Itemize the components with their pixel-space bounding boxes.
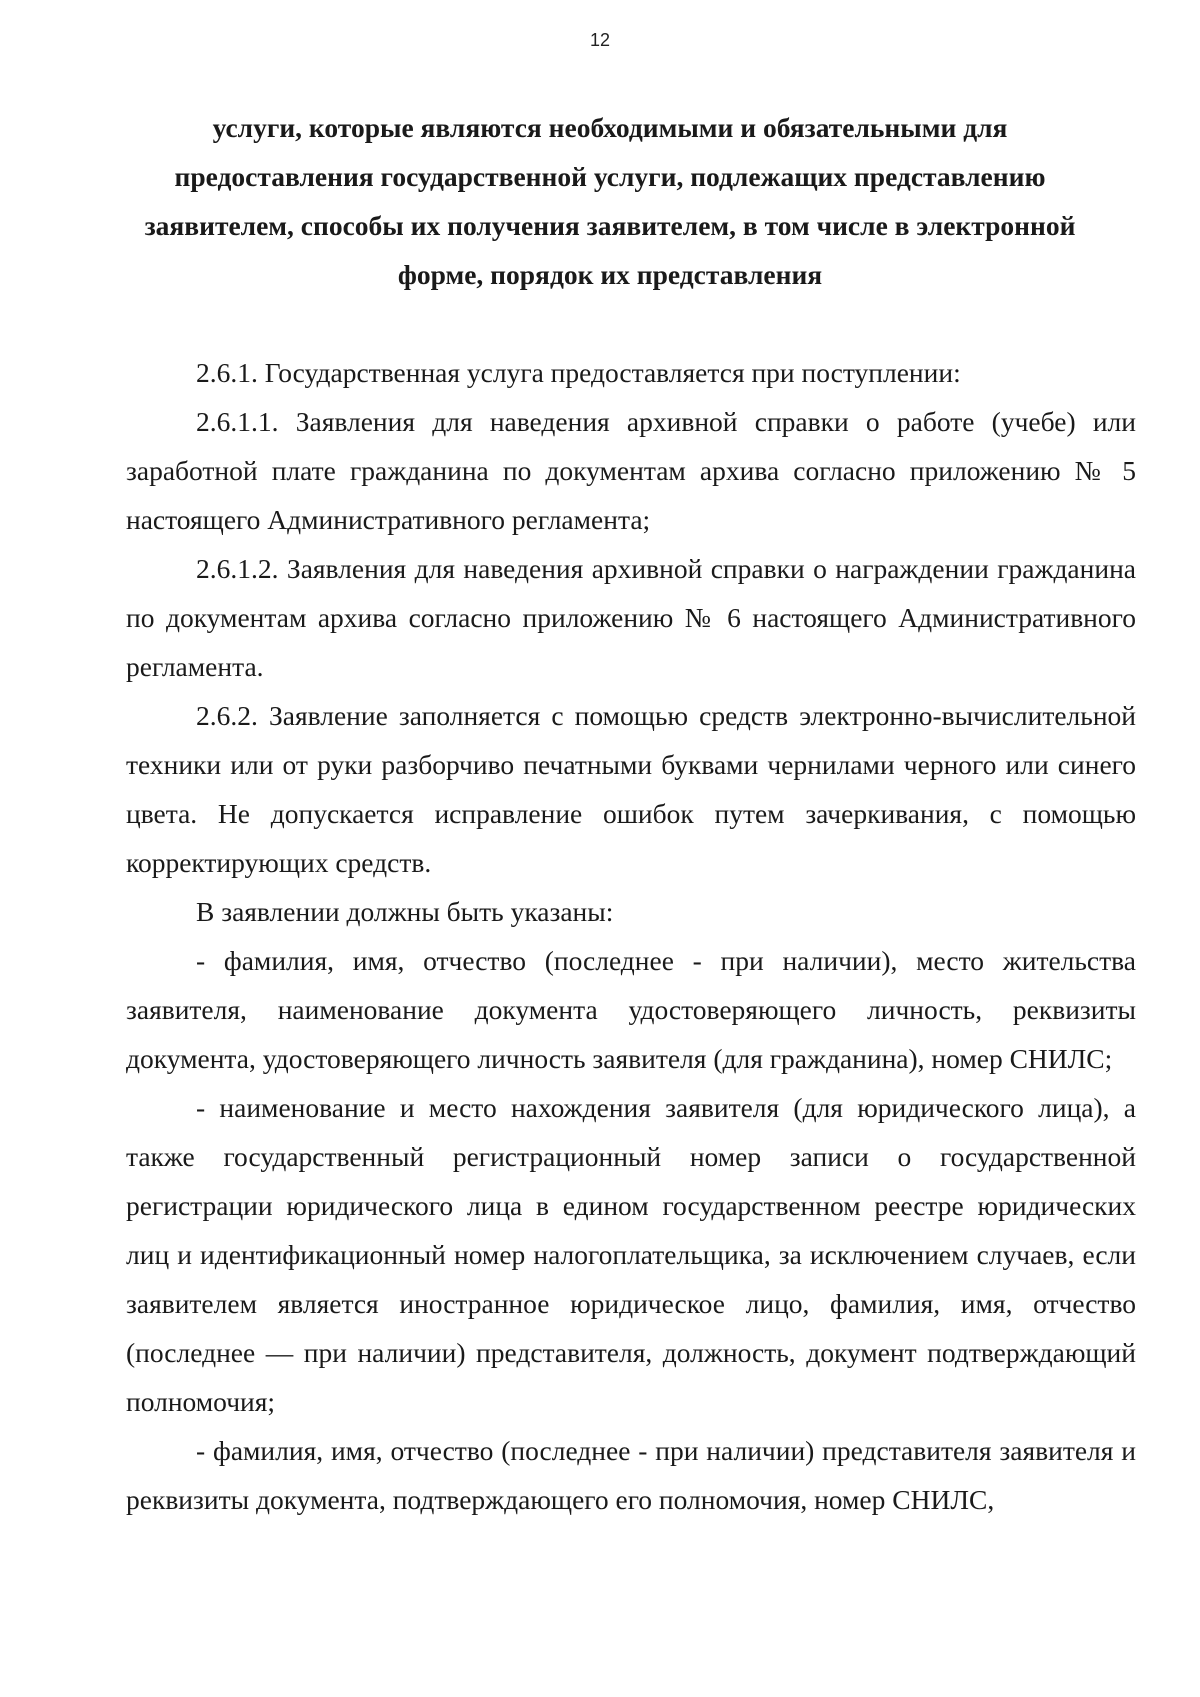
page-number: 12 <box>589 30 611 50</box>
paragraph-2-6-1-1: 2.6.1.1. Заявления для наведения архивной справки о работе (учебе) или заработной плате гражданина по документам архива согласно приложению № 5 настоящего Административного регламента; <box>126 406 1136 535</box>
list-item-representative-details: - фамилия, имя, отчество (последнее - при наличии) представителя заявителя и реквизиты документа, подтверждающего его полномочия, номер СНИЛС, <box>126 1435 1136 1515</box>
paragraph-2-6-2: 2.6.2. Заявление заполняется с помощью средств электронно-вычислительной техники или от руки разборчиво печатными буквами чернилами черного или синего цвета. Не допускается исправление ошибок путем зачеркивания, с помощью корректирующих средств. <box>126 700 1136 878</box>
paragraph-2-6-1: 2.6.1. Государственная услуга предоставляется при поступлении: <box>196 357 961 388</box>
document-body <box>126 348 1136 1524</box>
list-item-citizen-details: - фамилия, имя, отчество (последнее - при наличии), место жительства заявителя, наименование документа удостоверяющего личность, реквизиты документа, удостоверяющего личность заявителя (для гражданина), номер СНИЛС; <box>126 945 1136 1074</box>
list-item-legal-entity-details: - наименование и место нахождения заявителя (для юридического лица), а также государственный регистрационный номер записи о государственной регистрации юридического лица в едином государственном реестре юридических лиц и идентификационный номер налогоплательщика, за исключением случаев, если заявителем является иностранное юридическое лицо, фамилия, имя, отчество (последнее — при наличии) представителя, должность, документ подтверждающий полномочия; <box>126 1092 1136 1417</box>
paragraph-2-6-1-2: 2.6.1.2. Заявления для наведения архивной справки о награждении гражданина по документам архива согласно приложению № 6 настоящего Административного регламента. <box>126 553 1136 682</box>
paragraph-requirements-intro: В заявлении должны быть указаны: <box>196 896 614 927</box>
section-heading: услуги, которые являются необходимыми и обязательными для предоставления государственной услуги, подлежащих представлению заявителем, способы их получения заявителем, в том числе в электронной форме, порядок их представления <box>144 112 1076 290</box>
